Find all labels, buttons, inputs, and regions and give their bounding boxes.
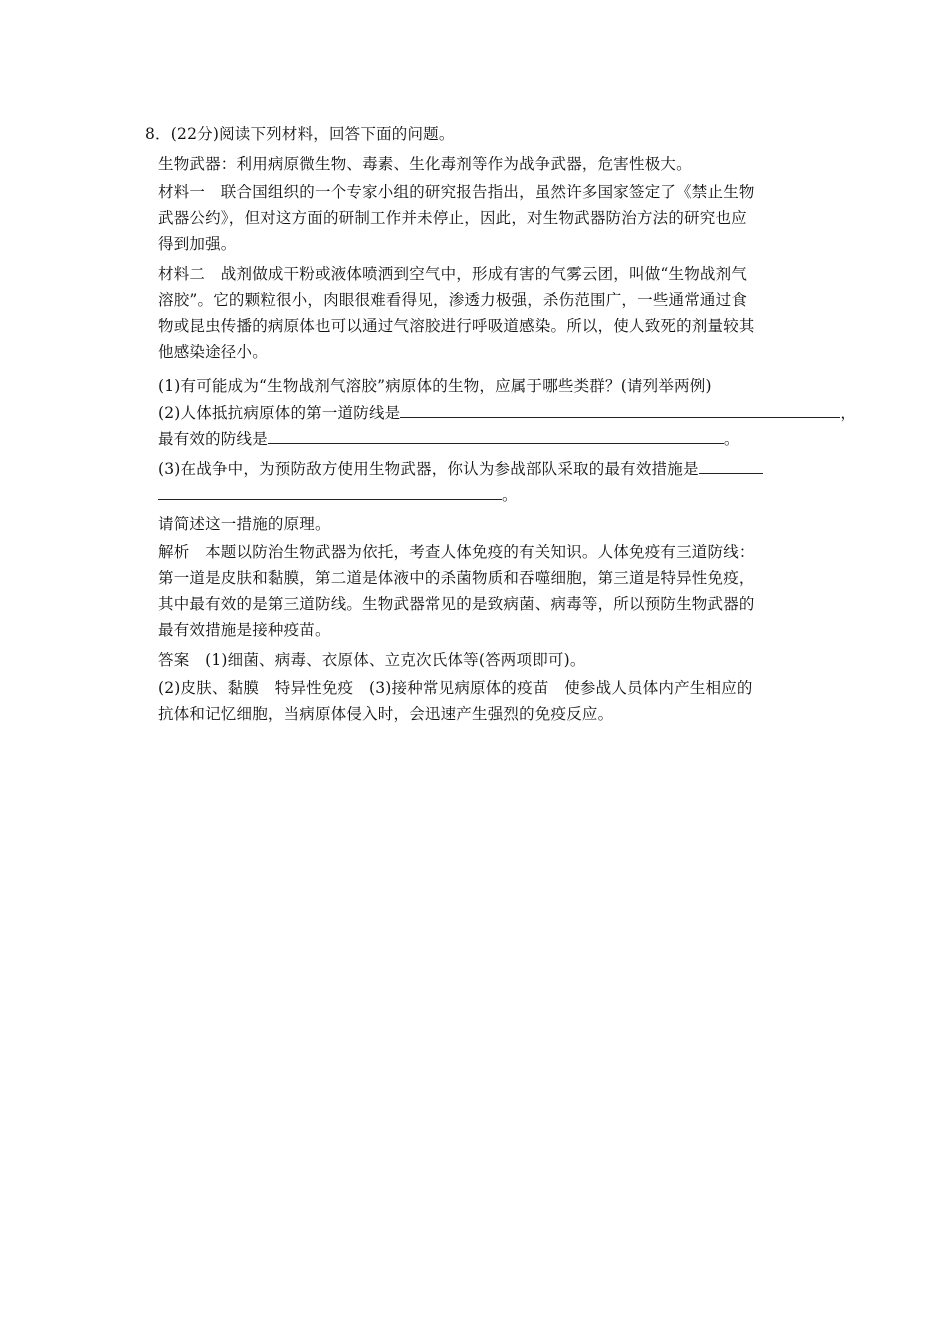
sub-question-2-prefix: (2)人体抵抗病原体的第一道防线是 <box>158 404 401 422</box>
material1-line1: 材料一 联合国组织的一个专家小组的研究报告指出，虽然许多国家签定了《禁止生物 <box>158 183 755 201</box>
sub-question-3-period: 。 <box>502 486 518 504</box>
sub-question-3-line1 <box>158 458 763 479</box>
sub-question-2-line2-prefix: 最有效的防线是 <box>158 430 268 448</box>
sub-question-2-comma: ， <box>840 404 857 422</box>
sub-question-3-line2 <box>158 484 518 505</box>
analysis-line4: 最有效措施是接种疫苗。 <box>158 621 331 639</box>
material1-line3: 得到加强。 <box>158 235 237 253</box>
answer-blank-first-line-defense[interactable] <box>400 402 840 418</box>
question-header: 8．(22分)阅读下列材料，回答下面的问题。 <box>145 125 455 143</box>
answer-line1: 答案 (1)细菌、病毒、衣原体、立克次氏体等(答两项即可)。 <box>158 651 586 669</box>
answer-blank-measure-part2[interactable] <box>158 484 502 500</box>
answer-line2: (2)皮肤、黏膜 特异性免疫 (3)接种常见病原体的疫苗 使参战人员体内产生相应的 <box>158 679 753 697</box>
material2-line4: 他感染途径小。 <box>158 343 268 361</box>
sub-question-3-prefix: (3)在战争中，为预防敌方使用生物武器，你认为参战部队采取的最有效措施是 <box>158 460 699 478</box>
answer-blank-measure-part1[interactable] <box>699 458 763 474</box>
material2-line3: 物或昆虫传播的病原体也可以通过气溶胶进行呼吸道感染。所以，使人致死的剂量较其 <box>158 317 755 335</box>
sub-question-3-line3: 请简述这一措施的原理。 <box>158 515 331 533</box>
answer-blank-most-effective-defense[interactable] <box>268 428 724 444</box>
analysis-line3: 其中最有效的是第三道防线。生物武器常见的是致病菌、病毒等，所以预防生物武器的 <box>158 595 755 613</box>
material2-line1: 材料二 战剂做成干粉或液体喷洒到空气中，形成有害的气雾云团，叫做“生物战剂气 <box>158 265 748 283</box>
material1-line2: 武器公约》，但对这方面的研制工作并未停止，因此，对生物武器防治方法的研究也应 <box>158 209 747 227</box>
definition-text: 生物武器：利用病原微生物、毒素、生化毒剂等作为战争武器，危害性极大。 <box>158 155 692 173</box>
sub-question-2-line1 <box>158 402 856 423</box>
sub-question-1: (1)有可能成为“生物战剂气溶胶”病原体的生物，应属于哪些类群？(请列举两例) <box>158 377 712 395</box>
answer-line3: 抗体和记忆细胞，当病原体侵入时，会迅速产生强烈的免疫反应。 <box>158 705 614 723</box>
analysis-line2: 第一道是皮肤和黏膜，第二道是体液中的杀菌物质和吞噬细胞，第三道是特异性免疫， <box>158 569 755 587</box>
sub-question-2-period: 。 <box>723 430 740 448</box>
sub-question-2-line2 <box>158 428 740 449</box>
analysis-line1: 解析 本题以防治生物武器为依托，考查人体免疫的有关知识。人体免疫有三道防线： <box>158 543 755 561</box>
material2-line2: 溶胶”。它的颗粒很小，肉眼很难看得见，渗透力极强，杀伤范围广，一些通常通过食 <box>158 291 748 309</box>
